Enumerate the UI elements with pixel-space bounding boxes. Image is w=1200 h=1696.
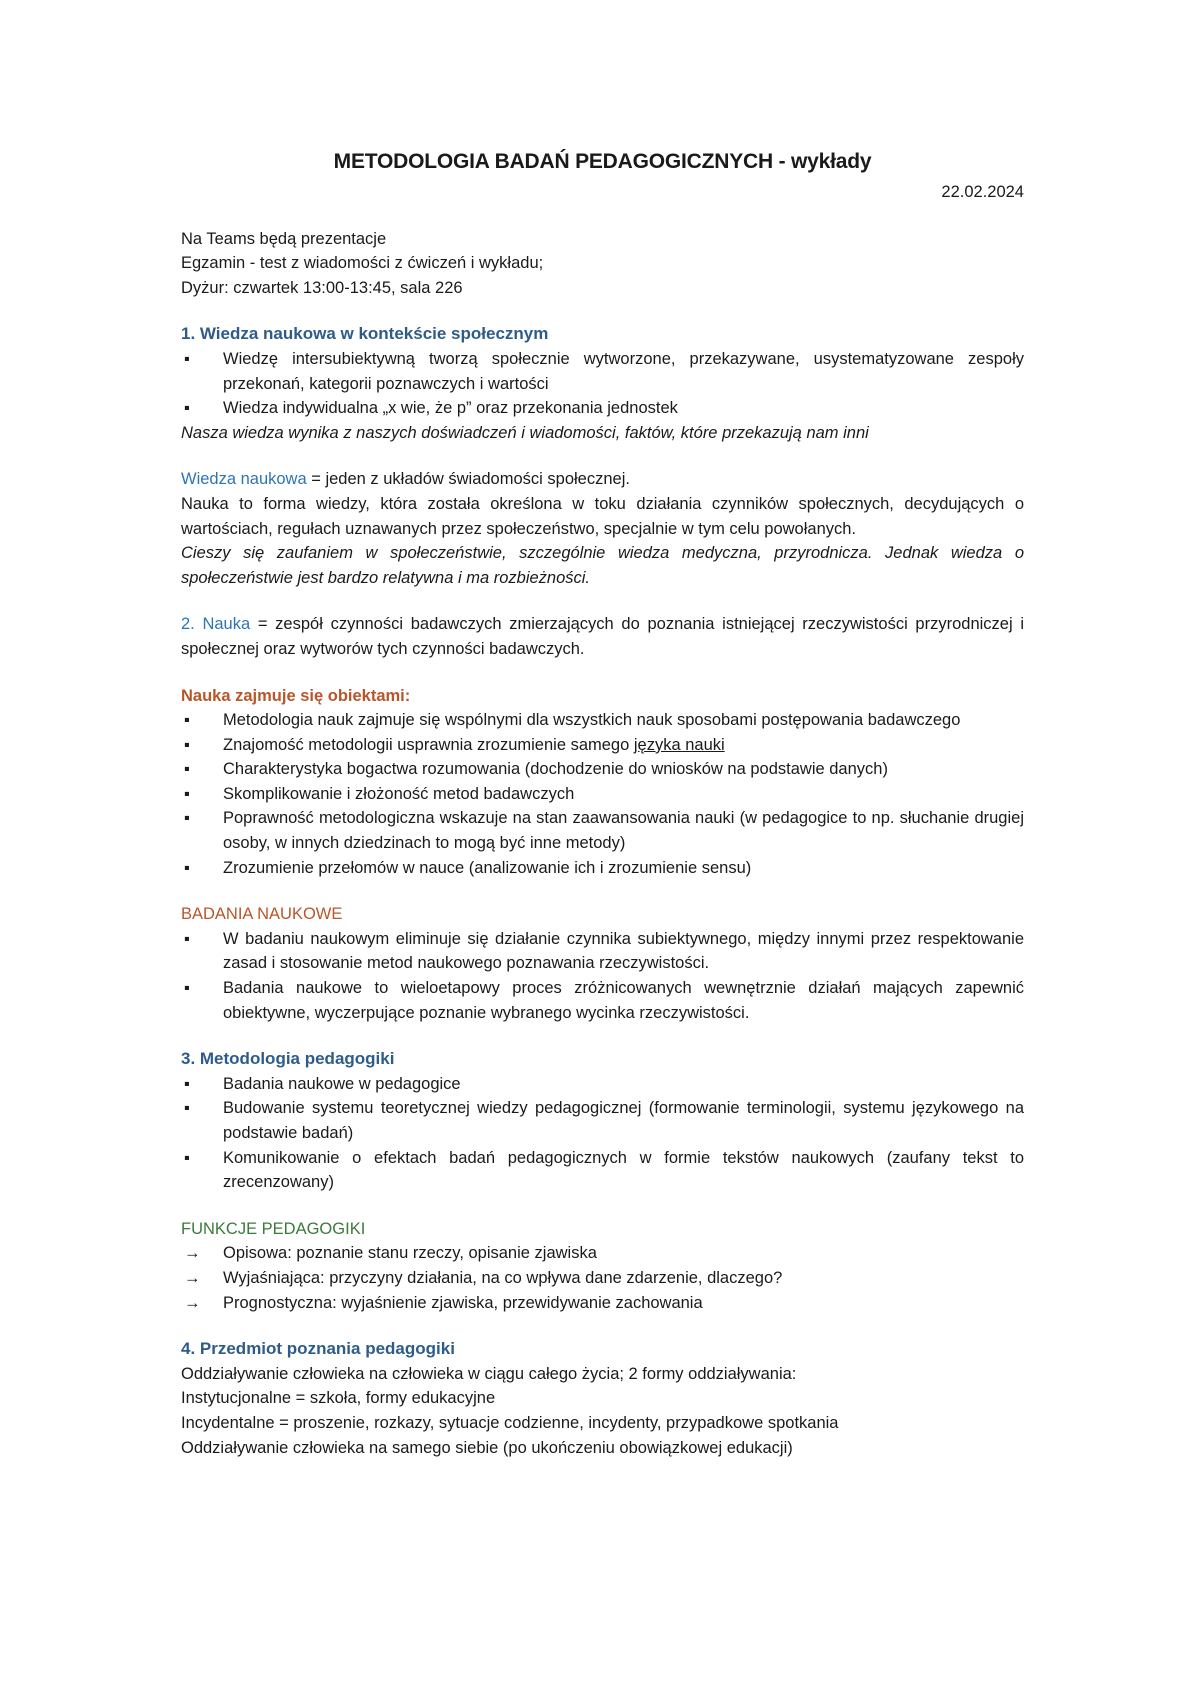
note-text: Nasza wiedza wynika z naszych doświadczeń i wiadomości, faktów, które przekazują nam inni xyxy=(181,423,869,442)
arrow-icon: → xyxy=(184,1268,201,1287)
list-item-text: Wyjaśniająca: przyczyny działania, na co wpływa dane zdarzenie, dlaczego? xyxy=(223,1268,783,1287)
list-item xyxy=(181,708,1024,733)
list-item xyxy=(181,927,1024,976)
list-item-text: Wiedza indywidualna „x wie, że p” oraz przekonania jednostek xyxy=(223,399,678,418)
intro-line: Egzamin - test z wiadomości z ćwiczeń i wykładu; xyxy=(181,254,544,273)
arrow-icon: → xyxy=(184,1293,201,1312)
bullet-list xyxy=(181,347,1024,421)
list-item xyxy=(181,806,1024,855)
list-item xyxy=(181,782,1024,807)
definition-line xyxy=(181,612,1024,661)
document-date: 22.02.2024 xyxy=(941,183,1024,201)
bullet-marker: ▪ xyxy=(184,979,190,998)
bullet-list xyxy=(181,927,1024,1025)
bullet-marker: ▪ xyxy=(184,929,190,948)
list-item-text: Prognostyczna: wyjaśnienie zjawiska, przewidywanie zachowania xyxy=(223,1293,703,1312)
bullet-list xyxy=(181,708,1024,880)
bullet-marker: ▪ xyxy=(184,760,190,779)
document-title: METODOLOGIA BADAŃ PEDAGOGICZNYCH - wykłady xyxy=(333,150,872,173)
arrow-icon: → xyxy=(184,1244,201,1263)
list-item xyxy=(181,1072,1024,1097)
section-heading: 3. Metodologia pedagogiki xyxy=(181,1049,395,1069)
subsection-heading: FUNKCJE PEDAGOGIKI xyxy=(181,1219,366,1238)
list-item-text: Badania naukowe to wieloetapowy proces zróżnicowanych wewnętrznie działań mających zapewnić obiektywne, wyczerpujące poznanie wybranego wycinka rzeczywistości. xyxy=(223,979,1024,1022)
list-item-text: Wiedzę intersubiektywną tworzą społecznie wytworzone, przekazywane, usystematyzowane zespoły przekonań, kategorii poznawczych i wartości xyxy=(223,349,1024,393)
list-item-text: Budowanie systemu teoretycznej wiedzy pedagogicznej (formowanie terminologii, systemu językowego na podstawie badań) xyxy=(223,1099,1024,1142)
underlined-text: języka nauki xyxy=(633,735,725,754)
list-item xyxy=(181,1146,1024,1195)
list-item-text: Metodologia nauk zajmuje się wspólnymi dla wszystkich nauk sposobami postępowania badawczego xyxy=(223,711,961,730)
list-item xyxy=(181,396,1024,421)
list-item-text: Zrozumienie przełomów w nauce (analizowanie ich i zrozumienie sensu) xyxy=(223,858,752,877)
intro-line: Na Teams będą prezentacje xyxy=(181,229,387,248)
bullet-marker: ▪ xyxy=(184,1148,190,1167)
list-item xyxy=(181,1241,1024,1266)
text-line: Oddziaływanie człowieka na człowieka w ciągu całego życia; 2 formy oddziaływania: xyxy=(181,1364,797,1383)
list-item xyxy=(181,856,1024,881)
definition-line xyxy=(181,467,1024,492)
list-item-text: Badania naukowe w pedagogice xyxy=(223,1074,461,1093)
bullet-marker: ▪ xyxy=(184,711,190,730)
list-item-text: W badaniu naukowym eliminuje się działanie czynnika subiektywnego, między innymi przez respektowanie zasad i stosowanie metod naukowego poznawania rzeczywistości. xyxy=(223,929,1024,973)
arrow-list xyxy=(181,1241,1024,1315)
list-item xyxy=(181,1266,1024,1291)
list-item-text: Charakterystyka bogactwa rozumowania (dochodzenie do wniosków na podstawie danych) xyxy=(223,760,888,779)
document-page xyxy=(181,148,1024,1460)
list-item xyxy=(181,976,1024,1025)
definition-text: = jeden z układów świadomości społecznej. xyxy=(306,470,630,489)
bullet-marker: ▪ xyxy=(184,735,190,754)
list-item-text: Znajomość metodologii usprawnia zrozumienie samego xyxy=(223,735,634,754)
bullet-marker: ▪ xyxy=(184,858,190,877)
bullet-marker: ▪ xyxy=(184,399,190,418)
bullet-marker: ▪ xyxy=(184,809,190,828)
definition-term: Wiedza naukowa xyxy=(181,470,307,489)
list-item-text: Skomplikowanie i złożoność metod badawczych xyxy=(223,784,575,803)
list-item xyxy=(181,1096,1024,1145)
intro-line: Dyżur: czwartek 13:00-13:45, sala 226 xyxy=(181,278,463,297)
bullet-list xyxy=(181,1072,1024,1195)
section-heading: 4. Przedmiot poznania pedagogiki xyxy=(181,1339,455,1359)
list-item-text: Komunikowanie o efektach badań pedagogicznych w formie tekstów naukowych (zaufany tekst to zrecenzowany) xyxy=(223,1148,1024,1192)
paragraph: Nauka to forma wiedzy, która została określona w toku działania czynników społecznych, decydujących o wartościach, regułach uznawanych przez społeczeństwo, specjalnie w tym celu powołanych. xyxy=(181,494,1024,538)
bullet-marker: ▪ xyxy=(184,784,190,803)
list-item xyxy=(181,757,1024,782)
italic-paragraph: Cieszy się zaufaniem w społeczeństwie, szczególnie wiedza medyczna, przyrodnicza. Jednak wiedza o społeczeństwie jest bardzo relatywna i ma rozbieżności. xyxy=(181,544,1024,587)
definition-text: = zespół czynności badawczych zmierzających do poznania istniejącej rzeczywistości przyrodniczej i społecznej oraz wytworów tych czynności badawczych. xyxy=(181,615,1024,658)
bullet-marker: ▪ xyxy=(184,1074,190,1093)
list-item-text: Poprawność metodologiczna wskazuje na stan zaawansowania nauki (w pedagogice to np. słuchanie drugiej osoby, w innych dziedzinach to mogą być inne metody) xyxy=(223,809,1024,853)
text-line: Incydentalne = proszenie, rozkazy, sytuacje codzienne, incydenty, przypadkowe spotkania xyxy=(181,1413,839,1432)
list-item xyxy=(181,347,1024,396)
list-item xyxy=(181,1291,1024,1316)
text-line: Instytucjonalne = szkoła, formy edukacyjne xyxy=(181,1389,496,1408)
list-item-text: Opisowa: poznanie stanu rzeczy, opisanie zjawiska xyxy=(223,1244,597,1263)
intro-block xyxy=(181,227,1024,301)
bullet-marker: ▪ xyxy=(184,1099,190,1118)
text-line: Oddziaływanie człowieka na samego siebie (po ukończeniu obowiązkowej edukacji) xyxy=(181,1438,793,1457)
subsection-heading: BADANIA NAUKOWE xyxy=(181,905,343,924)
section-heading: 1. Wiedza naukowa w kontekście społecznym xyxy=(181,324,549,344)
subsection-heading: Nauka zajmuje się obiektami: xyxy=(181,686,411,705)
list-item xyxy=(181,733,1024,758)
definition-term: 2. Nauka xyxy=(181,615,251,634)
bullet-marker: ▪ xyxy=(184,349,190,368)
